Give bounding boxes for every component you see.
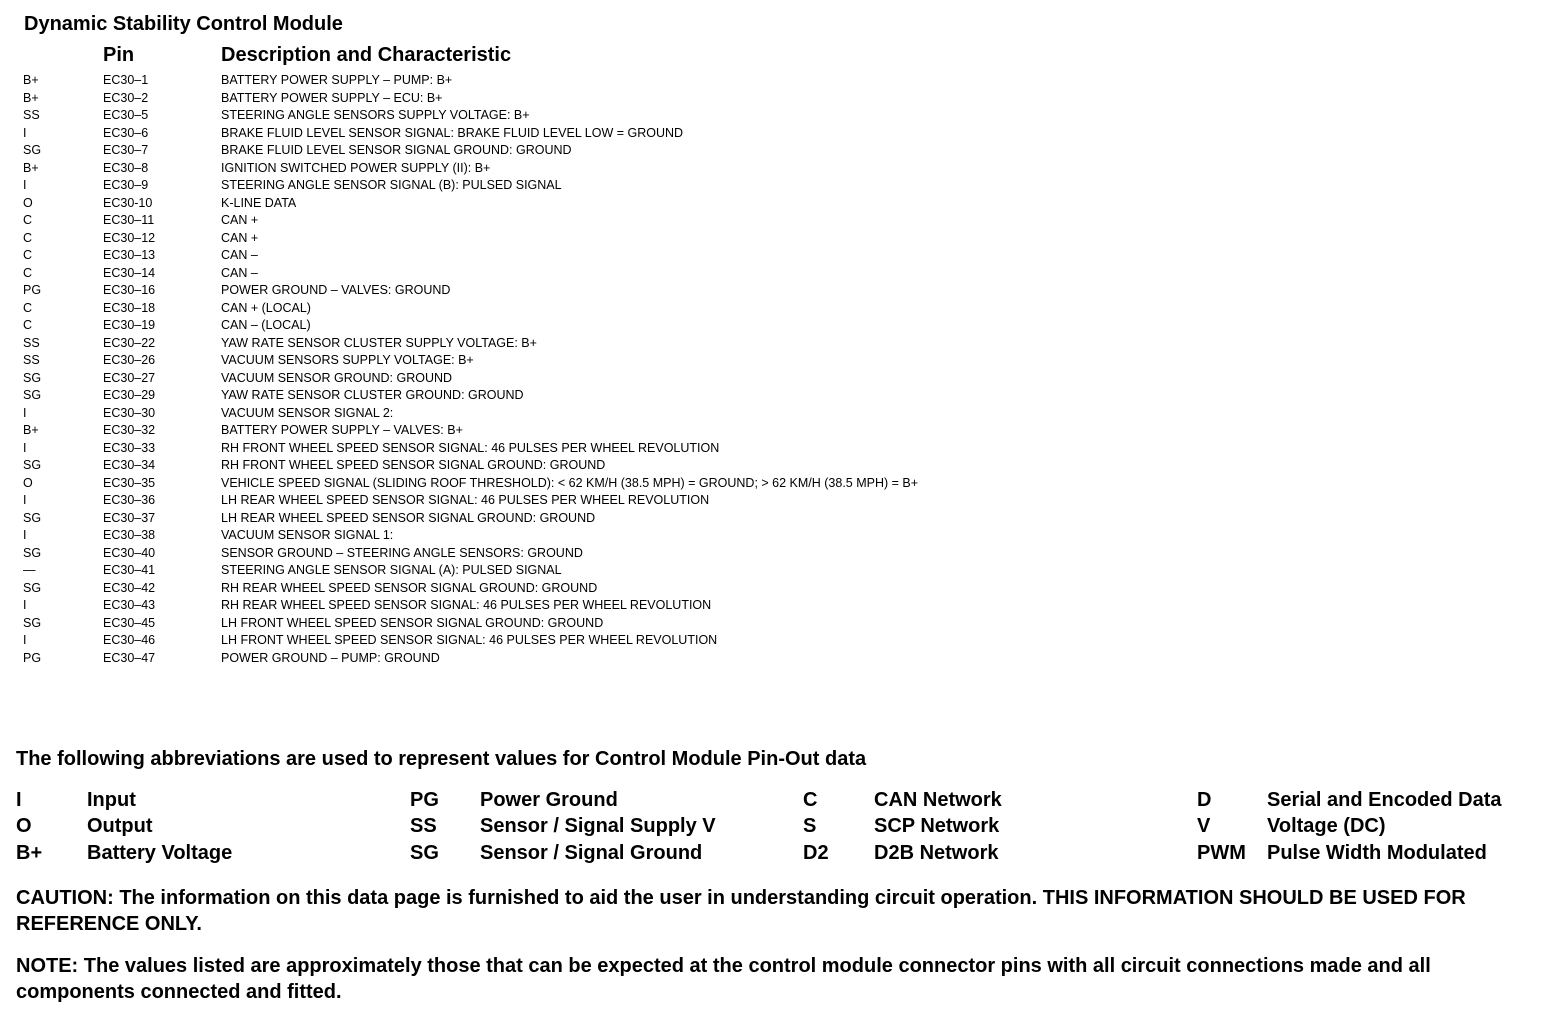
abbreviations-legend [0,787,1568,867]
pin-type-cell: C [23,213,33,227]
pin-id-cell: EC30–7 [103,143,149,157]
pin-description-cell: CAN – (LOCAL) [221,318,311,332]
pin-description-cell: LH FRONT WHEEL SPEED SENSOR SIGNAL: 46 PULSES PER WHEEL REVOLUTION [221,633,718,647]
pin-id-cell: EC30–5 [103,108,149,122]
pin-id-cell: EC30–27 [103,370,156,385]
pin-description-cell: RH FRONT WHEEL SPEED SENSOR SIGNAL: 46 PULSES PER WHEEL REVOLUTION [221,440,720,455]
pin-row [0,597,1100,615]
abbreviation-meaning: Input [87,789,136,811]
pin-type-cell: I [23,125,27,140]
pin-id-cell: EC30–2 [103,90,149,105]
abbreviations-intro: The following abbreviations are used to represent values for Control Module Pin-Out data [16,748,867,770]
pin-type-cell: O [23,195,33,210]
abbreviation-code: D [1197,789,1212,811]
pin-type-cell: O [23,475,33,490]
pin-row [0,177,1100,195]
pin-row [0,212,1100,230]
abbreviation-code: SG [410,842,439,864]
abbreviation-meaning: Sensor / Signal Supply V [480,815,716,837]
pin-description-cell: YAW RATE SENSOR CLUSTER SUPPLY VOLTAGE: B+ [221,335,537,350]
pin-row [0,475,1100,493]
pin-id-cell: EC30–22 [103,335,156,350]
pin-type-cell: I [23,598,27,612]
pin-description-cell: SENSOR GROUND – STEERING ANGLE SENSORS: GROUND [221,545,583,560]
pin-description-cell: K-LINE DATA [221,195,297,210]
pin-row [0,107,1100,125]
pin-description-cell: RH FRONT WHEEL SPEED SENSOR SIGNAL GROUND: GROUND [221,458,606,472]
pin-type-cell: C [23,300,33,315]
pin-row [0,387,1100,405]
pin-row [0,440,1100,458]
pin-id-cell: EC30–37 [103,510,156,525]
pin-row [0,545,1100,563]
pin-id-cell: EC30–42 [103,580,156,595]
abbreviation-code: PWM [1197,842,1246,864]
pin-id-cell: EC30–32 [103,423,156,437]
pin-id-cell: EC30–8 [103,160,149,175]
pin-row [0,282,1100,300]
pin-type-cell: SS [23,108,40,122]
pin-description-cell: VACUUM SENSORS SUPPLY VOLTAGE: B+ [221,353,474,367]
pin-id-cell: EC30–12 [103,230,156,245]
pin-type-cell: SS [23,335,40,350]
pin-type-cell: SG [23,143,42,157]
pin-description-cell: VACUUM SENSOR GROUND: GROUND [221,370,453,385]
pin-id-cell: EC30–16 [103,283,156,297]
pin-type-cell: B+ [23,423,39,437]
pin-type-cell: PG [23,283,42,297]
pin-id-cell: EC30–1 [103,73,149,87]
pin-description-cell: BATTERY POWER SUPPLY – PUMP: B+ [221,73,453,87]
pin-id-cell: EC30–45 [103,615,156,630]
pin-id-cell: EC30–9 [103,178,149,192]
pin-column-header: Pin [103,44,135,66]
pin-id-cell: EC30–14 [103,265,156,280]
pin-description-cell: RH REAR WHEEL SPEED SENSOR SIGNAL: 46 PULSES PER WHEEL REVOLUTION [221,598,712,612]
pin-id-cell: EC30–26 [103,353,156,367]
pin-row [0,317,1100,335]
abbreviation-code: PG [410,789,439,811]
pin-description-cell: VEHICLE SPEED SIGNAL (SLIDING ROOF THRESHOLD): < 62 KM/H (38.5 MPH) = GROUND; > 62 KM/H (38.5 MPH) = B+ [221,475,919,490]
pin-description-cell: VACUUM SENSOR SIGNAL 1: [221,528,394,542]
pin-id-cell: EC30–33 [103,440,156,455]
pin-description-cell: CAN + [221,213,259,227]
abbreviation-code: C [803,789,818,811]
pin-description-cell: LH FRONT WHEEL SPEED SENSOR SIGNAL GROUND: GROUND [221,615,604,630]
pin-description-cell: VACUUM SENSOR SIGNAL 2: [221,405,394,420]
pin-description-cell: BRAKE FLUID LEVEL SENSOR SIGNAL: BRAKE FLUID LEVEL LOW = GROUND [221,125,684,140]
abbreviation-code: S [803,815,817,837]
pin-description-cell: CAN + [221,230,259,245]
pin-id-cell: EC30-10 [103,195,153,210]
pin-row [0,580,1100,598]
pin-row [0,142,1100,160]
pin-type-cell: SG [23,388,42,402]
pin-type-cell: SG [23,545,42,560]
pin-row [0,247,1100,265]
pin-description-cell: CAN – [221,265,258,280]
abbreviation-code: D2 [803,842,829,864]
abbreviation-meaning: Power Ground [480,789,618,811]
pin-row [0,125,1100,143]
pin-type-cell: I [23,405,27,420]
pin-id-cell: EC30–41 [103,563,156,577]
abbreviation-meaning: SCP Network [874,815,1000,837]
pin-id-cell: EC30–46 [103,633,156,647]
pin-row [0,160,1100,178]
pin-description-cell: STEERING ANGLE SENSOR SIGNAL (B): PULSED SIGNAL [221,178,562,192]
pin-description-cell: CAN + (LOCAL) [221,300,311,315]
pin-description-cell: CAN – [221,248,258,262]
abbreviation-code: I [16,789,22,811]
abbreviation-code: V [1197,815,1211,837]
pin-row [0,650,1100,668]
pin-row [0,527,1100,545]
abbreviation-meaning: Pulse Width Modulated [1267,842,1487,864]
pin-id-cell: EC30–34 [103,458,156,472]
pin-id-cell: EC30–35 [103,475,156,490]
pin-row [0,492,1100,510]
pin-description-cell: BATTERY POWER SUPPLY – ECU: B+ [221,90,443,105]
pin-type-cell: SG [23,510,42,525]
pin-type-cell: B+ [23,90,39,105]
pin-row [0,335,1100,353]
pin-row [0,632,1100,650]
pin-type-cell: SG [23,370,42,385]
description-column-header: Description and Characteristic [221,44,512,66]
pin-type-cell: I [23,633,27,647]
pin-row [0,370,1100,388]
abbreviation-meaning: Battery Voltage [87,842,233,864]
pin-row [0,457,1100,475]
abbreviation-code: O [16,815,32,837]
pin-type-cell: PG [23,650,42,665]
pin-row [0,615,1100,633]
pin-id-cell: EC30–29 [103,388,156,402]
abbreviation-meaning: Serial and Encoded Data [1267,789,1502,811]
pin-type-cell: I [23,528,27,542]
abbreviation-code: B+ [16,842,43,864]
pin-description-cell: STEERING ANGLE SENSORS SUPPLY VOLTAGE: B+ [221,108,530,122]
pin-table [0,72,1100,667]
pin-id-cell: EC30–6 [103,125,149,140]
pin-id-cell: EC30–36 [103,493,156,507]
pin-row [0,422,1100,440]
pin-type-cell: I [23,440,27,455]
pin-row [0,300,1100,318]
pin-row [0,230,1100,248]
pin-type-cell: C [23,318,33,332]
pin-type-cell: SG [23,615,42,630]
pin-row [0,195,1100,213]
pin-description-cell: BATTERY POWER SUPPLY – VALVES: B+ [221,423,463,437]
pin-description-cell: LH REAR WHEEL SPEED SENSOR SIGNAL GROUND: GROUND [221,510,596,525]
pin-row [0,405,1100,423]
abbreviation-code: SS [410,815,437,837]
pin-id-cell: EC30–30 [103,405,156,420]
abbreviation-meaning: D2B Network [874,842,999,864]
pin-row [0,72,1100,90]
pin-type-cell: C [23,265,33,280]
pin-type-cell: C [23,230,33,245]
caution-note: CAUTION: The information on this data page is furnished to aid the user in understanding circuit operation. THIS INFORMATION SHOULD BE USED FOR REFERENCE ONLY. [16,887,1466,935]
pin-type-cell: — [23,563,36,577]
abbreviation-meaning: CAN Network [874,789,1002,811]
pin-description-cell: YAW RATE SENSOR CLUSTER GROUND: GROUND [221,388,524,402]
pin-id-cell: EC30–38 [103,528,156,542]
abbreviation-meaning: Voltage (DC) [1267,815,1386,837]
pin-type-cell: SS [23,353,40,367]
pin-description-cell: BRAKE FLUID LEVEL SENSOR SIGNAL GROUND: GROUND [221,143,572,157]
abbreviation-meaning: Sensor / Signal Ground [480,842,703,864]
pin-type-cell: B+ [23,73,39,87]
pin-id-cell: EC30–47 [103,650,156,665]
abbreviation-meaning: Output [87,815,153,837]
pin-id-cell: EC30–40 [103,545,156,560]
pin-id-cell: EC30–13 [103,248,156,262]
pin-description-cell: STEERING ANGLE SENSOR SIGNAL (A): PULSED SIGNAL [221,563,562,577]
pin-type-cell: I [23,178,27,192]
pin-type-cell: B+ [23,160,39,175]
pin-type-cell: C [23,248,33,262]
pin-id-cell: EC30–18 [103,300,156,315]
pin-type-cell: I [23,493,27,507]
pin-id-cell: EC30–11 [103,213,155,227]
pin-row [0,510,1100,528]
general-note: NOTE: The values listed are approximately those that can be expected at the control module connector pins with all circuit connections made and all components connected and fitted. [16,955,1431,1003]
pin-description-cell: RH REAR WHEEL SPEED SENSOR SIGNAL GROUND: GROUND [221,580,598,595]
pin-type-cell: SG [23,580,42,595]
pin-row [0,90,1100,108]
pin-row [0,352,1100,370]
pin-description-cell: IGNITION SWITCHED POWER SUPPLY (II): B+ [221,160,491,175]
pin-id-cell: EC30–43 [103,598,156,612]
pin-description-cell: POWER GROUND – VALVES: GROUND [221,283,451,297]
pin-description-cell: LH REAR WHEEL SPEED SENSOR SIGNAL: 46 PULSES PER WHEEL REVOLUTION [221,493,710,507]
pin-id-cell: EC30–19 [103,318,156,332]
pin-type-cell: SG [23,458,42,472]
pin-row [0,562,1100,580]
pin-description-cell: POWER GROUND – PUMP: GROUND [221,650,440,665]
pin-row [0,265,1100,283]
page-title: Dynamic Stability Control Module [24,13,343,35]
